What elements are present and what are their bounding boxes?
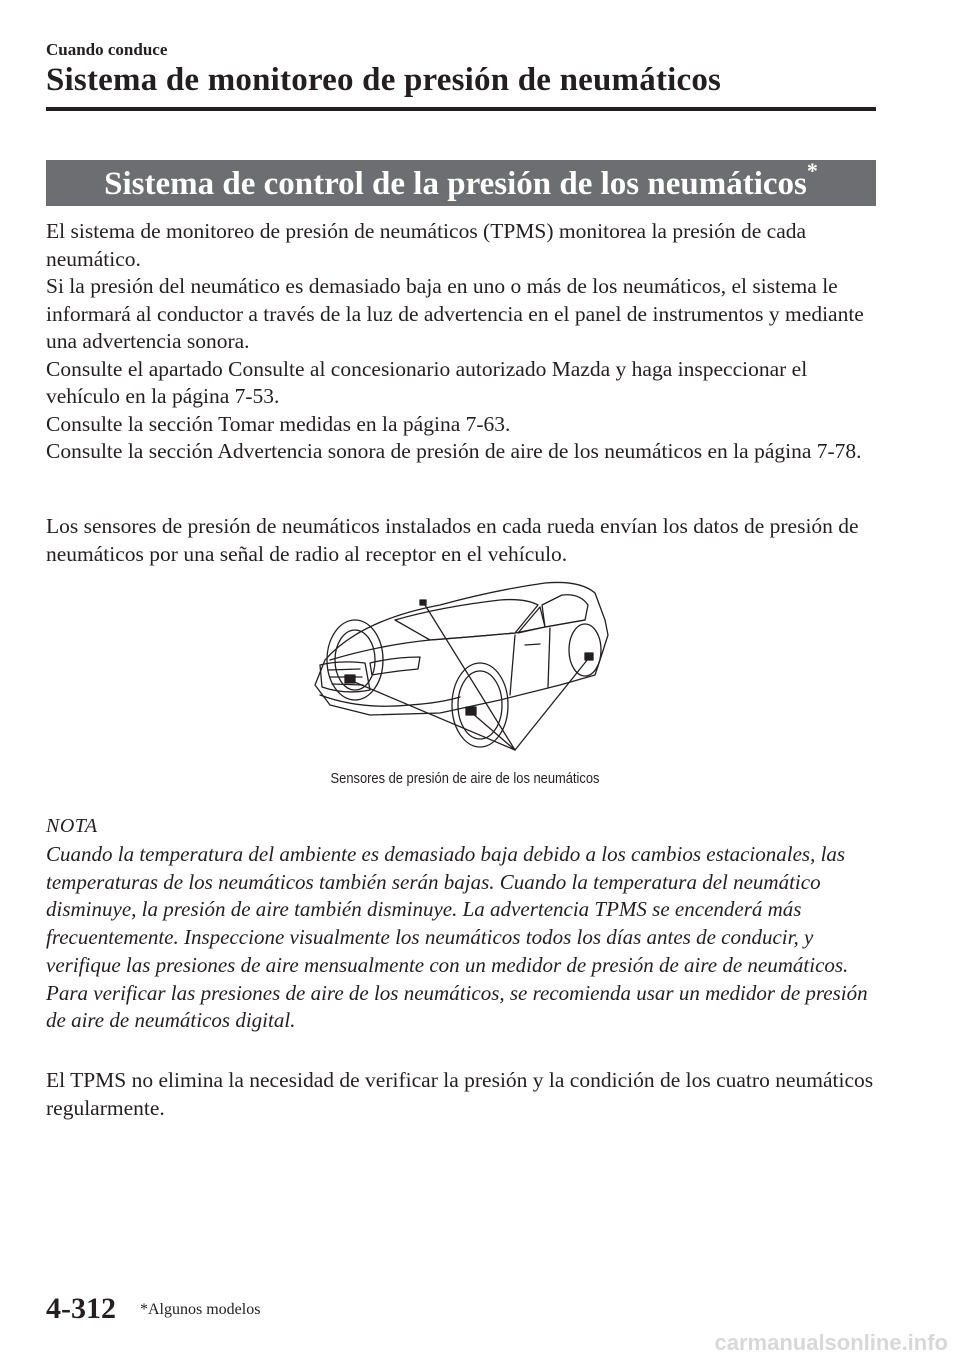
page-number: 4-312	[46, 1292, 116, 1325]
figure-caption: Sensores de presión de aire de los neumáticos	[330, 770, 600, 787]
car-drawing	[300, 565, 620, 765]
intro-paragraph: Consulte la sección Tomar medidas en la página 7-63.	[46, 411, 511, 436]
chapter-rule	[46, 107, 876, 111]
chapter-title: Sistema de monitoreo de presión de neumáticos	[46, 62, 722, 98]
intro-paragraph: Consulte la sección Advertencia sonora de presión de aire de los neumáticos en la página 7-78.	[46, 439, 862, 463]
intro-text	[46, 218, 876, 466]
closing-paragraph: El TPMS no elimina la necesidad de verificar la presión y la condición de los cuatro neumáticos regularmente.	[46, 1068, 874, 1120]
footnote: *Algunos modelos	[140, 1301, 261, 1318]
note-label: NOTA	[46, 815, 98, 837]
note-text: Cuando la temperatura del ambiente es demasiado baja debido a los cambios estacionales, las temperaturas de los neumáticos también serán bajas. Cuando la temperatura del neumático disminuye, la presión de aire también disminuye. La advertencia TPMS se encenderá más frecuentemente. Inspeccione visualmente los neumáticos todos los días antes de conducir, y verifique las presiones de aire mensualmente con un medidor de presión de aire de neumáticos. Para verificar las presiones de aire de los neumáticos, se recomienda usar un medidor de presión de aire de neumáticos digital.	[46, 842, 868, 1033]
intro-paragraph: El sistema de monitoreo de presión de neumáticos (TPMS) monitorea la presión de cada neumático.	[46, 219, 807, 271]
watermark: carmanualsonline.info	[714, 1330, 948, 1355]
optional-equipment-marker: *	[806, 158, 818, 183]
section-label: Cuando conduce	[46, 40, 168, 59]
intro-paragraph: Consulte el apartado Consulte al concesionario autorizado Mazda y haga inspeccionar el vehículo en la página 7-53.	[46, 356, 808, 408]
sensors-paragraph: Los sensores de presión de neumáticos instalados en cada rueda envían los datos de presión de neumáticos por una señal de radio al receptor en el vehículo.	[46, 514, 859, 566]
banner-title: Sistema de control de la presión de los neumáticos	[104, 166, 807, 202]
car-illustration	[300, 565, 620, 765]
intro-paragraph: Si la presión del neumático es demasiado baja en uno o más de los neumáticos, el sistema le informará al conductor a través de la luz de advertencia en el panel de instrumentos y mediante una advertencia sonora.	[46, 274, 864, 353]
section-banner	[46, 160, 876, 206]
